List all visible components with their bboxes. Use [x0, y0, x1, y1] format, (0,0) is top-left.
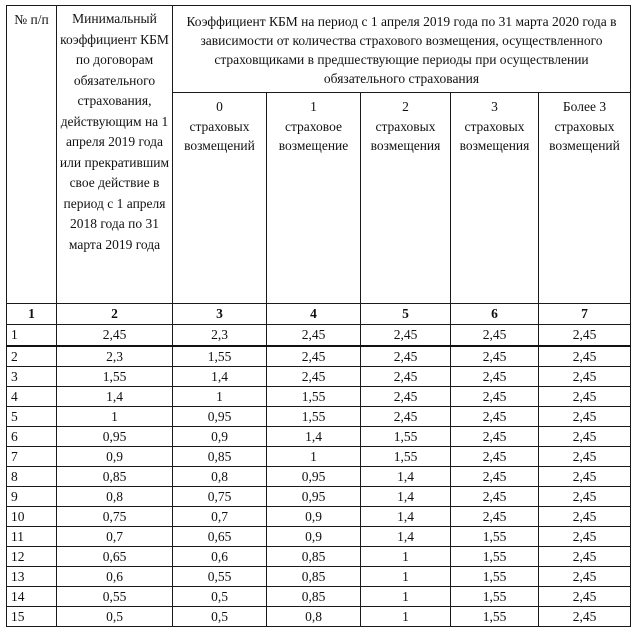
coefficient-cell: 2,45 — [451, 467, 539, 487]
coefficient-cell: 2,45 — [361, 325, 451, 347]
coefficient-cell: 1,55 — [267, 387, 361, 407]
coefficient-cell: 1,55 — [451, 587, 539, 607]
column-index-cell: 5 — [361, 304, 451, 325]
subheader-word: страховых — [554, 118, 615, 134]
coefficient-cell: 1,4 — [361, 467, 451, 487]
coefficient-cell: 0,65 — [57, 547, 173, 567]
row-number-cell: 11 — [7, 527, 57, 547]
coefficient-cell: 0,5 — [57, 607, 173, 627]
coefficient-cell: 0,85 — [267, 547, 361, 567]
coefficient-cell: 0,55 — [57, 587, 173, 607]
coefficient-cell: 0,55 — [173, 567, 267, 587]
subheader-word: возмещений — [549, 138, 620, 154]
subheader-count: Более 3 — [562, 99, 607, 115]
coefficient-cell: 1,4 — [361, 507, 451, 527]
coefficient-cell: 2,45 — [539, 447, 631, 467]
row-number-cell: 2 — [7, 346, 57, 367]
row-number-cell: 10 — [7, 507, 57, 527]
coefficient-cell: 2,45 — [451, 447, 539, 467]
table-row — [7, 407, 631, 427]
coefficient-cell: 0,95 — [267, 467, 361, 487]
table-row — [7, 547, 631, 567]
coefficient-cell: 2,3 — [57, 346, 173, 367]
coefficient-cell: 0,6 — [57, 567, 173, 587]
kbm-table — [6, 5, 631, 627]
header-num: № п/п — [7, 6, 57, 304]
coefficient-cell: 2,45 — [539, 527, 631, 547]
column-index-cell: 4 — [267, 304, 361, 325]
row-number-cell: 6 — [7, 427, 57, 447]
coefficient-cell: 1,4 — [173, 367, 267, 387]
table-row — [7, 447, 631, 467]
header-period-title: Коэффициент КБМ на период с 1 апреля 2019 года по 31 марта 2020 года в зависимости от количества страхового возмещения, осуществленного страховщиками в предшествующие периоды при осуществлении обязательного страхования — [173, 6, 631, 93]
coefficient-cell: 2,45 — [539, 607, 631, 627]
subheader-2-claims — [361, 93, 451, 304]
subheader-word: страховое — [285, 118, 342, 134]
table-row — [7, 507, 631, 527]
coefficient-cell: 2,45 — [361, 367, 451, 387]
subheader-3-claims — [451, 93, 539, 304]
coefficient-cell: 2,45 — [539, 587, 631, 607]
column-index-cell: 1 — [7, 304, 57, 325]
subheader-word: страховых — [189, 118, 250, 134]
coefficient-cell: 2,45 — [539, 507, 631, 527]
coefficient-cell: 2,45 — [539, 367, 631, 387]
subheader-word: страховых — [375, 118, 436, 134]
table-row — [7, 346, 631, 367]
row-number-cell: 4 — [7, 387, 57, 407]
coefficient-cell: 1,4 — [267, 427, 361, 447]
coefficient-cell: 0,95 — [57, 427, 173, 447]
coefficient-cell: 1 — [361, 587, 451, 607]
coefficient-cell: 0,5 — [173, 587, 267, 607]
coefficient-cell: 2,45 — [451, 387, 539, 407]
coefficient-cell: 2,45 — [539, 346, 631, 367]
coefficient-cell: 0,75 — [173, 487, 267, 507]
table-row — [7, 427, 631, 447]
coefficient-cell: 0,6 — [173, 547, 267, 567]
coefficient-cell: 1,55 — [451, 527, 539, 547]
row-number-cell: 9 — [7, 487, 57, 507]
coefficient-cell: 0,9 — [173, 427, 267, 447]
coefficient-cell: 1,55 — [173, 346, 267, 367]
table-row — [7, 607, 631, 627]
subheader-0-claims — [173, 93, 267, 304]
column-index-cell: 2 — [57, 304, 173, 325]
subheader-count: 0 — [216, 99, 223, 115]
coefficient-cell: 0,95 — [267, 487, 361, 507]
row-number-cell: 12 — [7, 547, 57, 567]
subheader-word: страховых — [464, 118, 525, 134]
subheader-count: 3 — [491, 99, 498, 115]
table-row — [7, 487, 631, 507]
table-row — [7, 587, 631, 607]
coefficient-cell: 2,45 — [267, 346, 361, 367]
coefficient-cell: 2,45 — [451, 427, 539, 447]
coefficient-cell: 2,45 — [361, 387, 451, 407]
coefficient-cell: 2,45 — [451, 487, 539, 507]
coefficient-cell: 1,55 — [361, 427, 451, 447]
table-row — [7, 527, 631, 547]
coefficient-cell: 0,7 — [57, 527, 173, 547]
coefficient-cell: 1,55 — [267, 407, 361, 427]
row-number-cell: 13 — [7, 567, 57, 587]
coefficient-cell: 0,8 — [173, 467, 267, 487]
coefficient-cell: 0,85 — [57, 467, 173, 487]
row-number-cell: 14 — [7, 587, 57, 607]
table-row — [7, 567, 631, 587]
coefficient-cell: 0,95 — [173, 407, 267, 427]
coefficient-cell: 1 — [361, 547, 451, 567]
coefficient-cell: 2,45 — [451, 346, 539, 367]
coefficient-cell: 0,8 — [267, 607, 361, 627]
coefficient-cell: 1,55 — [451, 547, 539, 567]
header-min-coefficient: Минимальный коэффициент КБМ по договорам обязательного страхования, действующим на 1 апреля 2019 года или прекратившим свое действие в период с 1 апреля 2018 года по 31 марта 2019 года — [57, 6, 173, 304]
coefficient-cell: 1,4 — [361, 527, 451, 547]
subheader-count: 2 — [402, 99, 409, 115]
coefficient-cell: 2,45 — [539, 487, 631, 507]
subheader-word: возмещение — [278, 138, 349, 154]
coefficient-cell: 1,4 — [57, 387, 173, 407]
coefficient-cell: 2,45 — [267, 325, 361, 347]
coefficient-cell: 2,45 — [539, 407, 631, 427]
subheader-word: возмещения — [459, 138, 530, 154]
column-index-row — [7, 304, 631, 325]
subheader-word: возмещений — [184, 138, 255, 154]
row-number-cell: 15 — [7, 607, 57, 627]
coefficient-cell: 0,85 — [267, 587, 361, 607]
coefficient-cell: 2,45 — [361, 346, 451, 367]
coefficient-cell: 0,9 — [267, 507, 361, 527]
coefficient-cell: 1 — [361, 567, 451, 587]
coefficient-cell: 0,7 — [173, 507, 267, 527]
coefficient-cell: 2,45 — [267, 367, 361, 387]
coefficient-cell: 1,55 — [361, 447, 451, 467]
table-row — [7, 467, 631, 487]
coefficient-cell: 0,85 — [173, 447, 267, 467]
coefficient-cell: 0,75 — [57, 507, 173, 527]
coefficient-cell: 1 — [267, 447, 361, 467]
coefficient-cell: 0,9 — [267, 527, 361, 547]
column-index-cell: 3 — [173, 304, 267, 325]
table-row — [7, 367, 631, 387]
coefficient-cell: 2,45 — [539, 467, 631, 487]
coefficient-cell: 2,45 — [539, 387, 631, 407]
coefficient-cell: 2,45 — [451, 325, 539, 347]
coefficient-cell: 2,45 — [361, 407, 451, 427]
coefficient-cell: 0,85 — [267, 567, 361, 587]
row-number-cell: 3 — [7, 367, 57, 387]
row-number-cell: 1 — [7, 325, 57, 347]
coefficient-cell: 2,45 — [451, 367, 539, 387]
coefficient-cell: 2,3 — [173, 325, 267, 347]
coefficient-cell: 1 — [57, 407, 173, 427]
coefficient-cell: 1,55 — [451, 567, 539, 587]
subheader-1-claim — [267, 93, 361, 304]
coefficient-cell: 0,8 — [57, 487, 173, 507]
row-number-cell: 7 — [7, 447, 57, 467]
coefficient-cell: 1,55 — [57, 367, 173, 387]
coefficient-cell: 2,45 — [451, 507, 539, 527]
table-row — [7, 387, 631, 407]
subheader-count: 1 — [310, 99, 317, 115]
header-row — [7, 6, 631, 93]
coefficient-cell: 0,5 — [173, 607, 267, 627]
row-number-cell: 5 — [7, 407, 57, 427]
coefficient-cell: 1 — [173, 387, 267, 407]
coefficient-cell: 1,55 — [451, 607, 539, 627]
coefficient-cell: 2,45 — [57, 325, 173, 347]
coefficient-cell: 1,4 — [361, 487, 451, 507]
coefficient-cell: 2,45 — [539, 567, 631, 587]
subheader-word: возмещения — [370, 138, 441, 154]
subheader-more-than-3-claims — [539, 93, 631, 304]
column-index-cell: 7 — [539, 304, 631, 325]
coefficient-cell: 2,45 — [539, 325, 631, 347]
row-number-cell: 8 — [7, 467, 57, 487]
coefficient-cell: 0,9 — [57, 447, 173, 467]
coefficient-cell: 2,45 — [539, 427, 631, 447]
coefficient-cell: 0,65 — [173, 527, 267, 547]
table-row — [7, 325, 631, 347]
coefficient-cell: 2,45 — [451, 407, 539, 427]
coefficient-cell: 1 — [361, 607, 451, 627]
coefficient-cell: 2,45 — [539, 547, 631, 567]
column-index-cell: 6 — [451, 304, 539, 325]
